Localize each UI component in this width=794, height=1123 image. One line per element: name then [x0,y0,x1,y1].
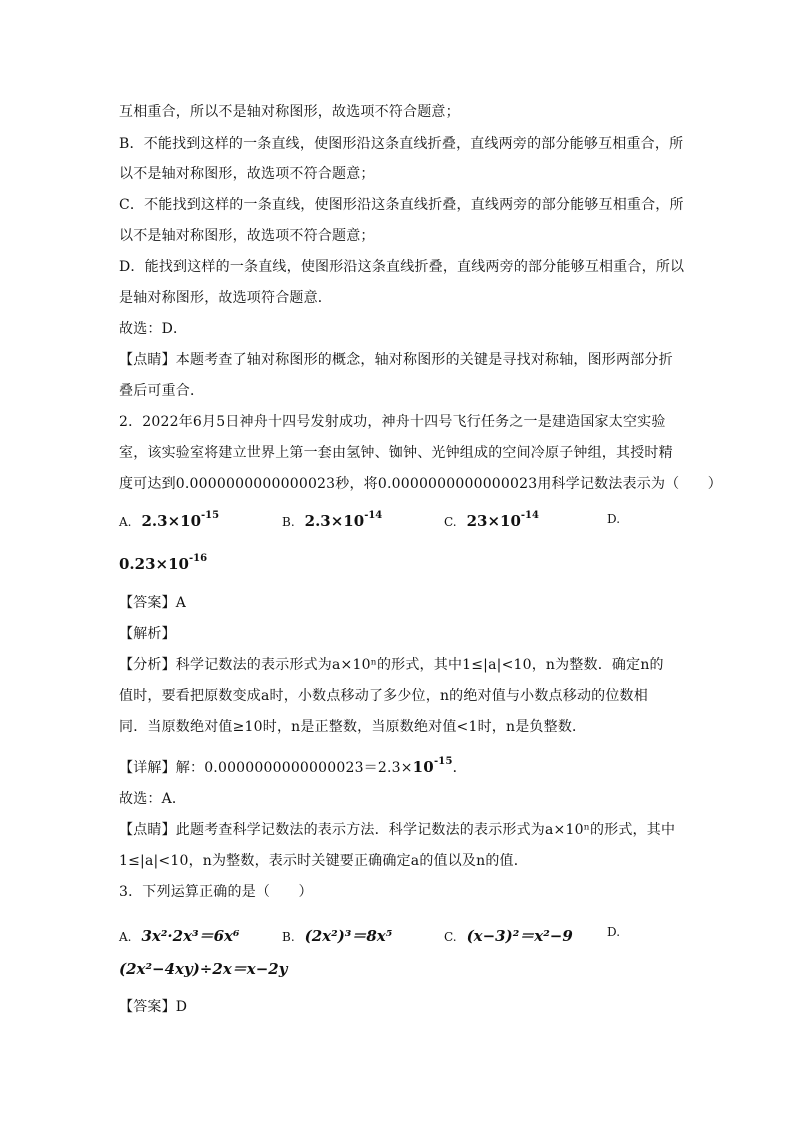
text-line: 是轴对称图形，故选项符合题意． [119,290,332,306]
text-line: 同．当原数绝对值≥10时，n是正整数，当原数绝对值<1时，n是负整数． [119,719,587,735]
q2-options-row [119,512,679,540]
choice-line: 故选：A． [119,791,187,807]
option-b-explanation: B．不能找到这样的一条直线，使图形沿这条直线折叠，直线两旁的部分能够互相重合，所 [119,136,684,152]
q3-options-row [119,925,679,953]
text-line: 1≤|a|<10，n为整数，表示时关键要正确确定a的值以及n的值． [119,853,528,869]
q2-option-d-letter: D. [607,512,621,526]
text-line: 以不是轴对称图形，故选项不符合题意； [119,166,375,182]
option-d-explanation: D．能找到这样的一条直线，使图形沿这条直线折叠，直线两旁的部分能够互相重合，所以 [119,259,685,275]
q2-option-d: $0.23\times 10^{-16}$ [119,553,208,573]
comment-line: 【点睛】本题考查了轴对称图形的概念，轴对称图形的关键是寻找对称轴，图形两部分折 [119,352,673,368]
question-2-text: 2．2022年6月5日神舟十四号发射成功，神舟十四号飞行任务之一是建造国家太空实验 [119,414,666,430]
answer-line: 【答案】A [119,595,187,611]
q2-option-a: A. $2.3\times 10^{-15}$ [119,510,220,530]
comment-line: 【点睛】此题考查科学记数法的表示方法．科学记数法的表示形式为a×10ⁿ的形式，其中 [119,822,676,838]
q3-option-b: B. (2x²)³＝8x⁵ [282,927,393,945]
answer-line: 【答案】D [119,999,188,1015]
q3-option-d-row [119,958,679,986]
choice-line: 故选：D． [119,321,188,337]
analysis-heading: 【解析】 [119,626,176,642]
q3-option-d: (2x²−4xy)÷2x＝x−2y [119,960,288,978]
q3-option-c: C. (x−3)²＝x²−9 [444,927,573,945]
q2-option-d-row [119,555,679,583]
text-line: 值时，要看把原数变成a时，小数点移动了多少位，n的绝对值与小数点移动的位数相 [119,688,648,704]
text-line: 叠后可重合． [119,383,205,399]
q2-option-b: B. $2.3\times 10^{-14}$ [282,510,383,530]
detail-line: 【详解】解：$0.0000000000000023=2.3\times 10^{-15}$． [119,756,467,776]
analysis-line: 【分析】科学记数法的表示形式为a×10ⁿ的形式，其中1≤|a|<10，n为整数．确定n的 [119,657,664,673]
text-line: 室，该实验室将建立世界上第一套由氢钟、铷钟、光钟组成的空间冷原子钟组，其授时精 [119,445,673,461]
q2-option-c: C. $23\times 10^{-14}$ [444,510,539,530]
text-line: 以不是轴对称图形，故选项不符合题意； [119,228,375,244]
text-line: 度可达到0.0000000000000023秒，将0.0000000000000023用科学记数法表示为（ ） [119,476,722,492]
option-c-explanation: C．不能找到这样的一条直线，使图形沿这条直线折叠，直线两旁的部分能够互相重合，所 [119,197,684,213]
question-3-text: 3．下列运算正确的是（ ） [119,884,313,900]
q3-option-a: A. 3x²·2x³＝6x⁶ [119,927,240,945]
q3-option-d-letter: D. [607,925,621,939]
text-line: 互相重合，所以不是轴对称图形，故选项不符合题意； [119,104,460,120]
